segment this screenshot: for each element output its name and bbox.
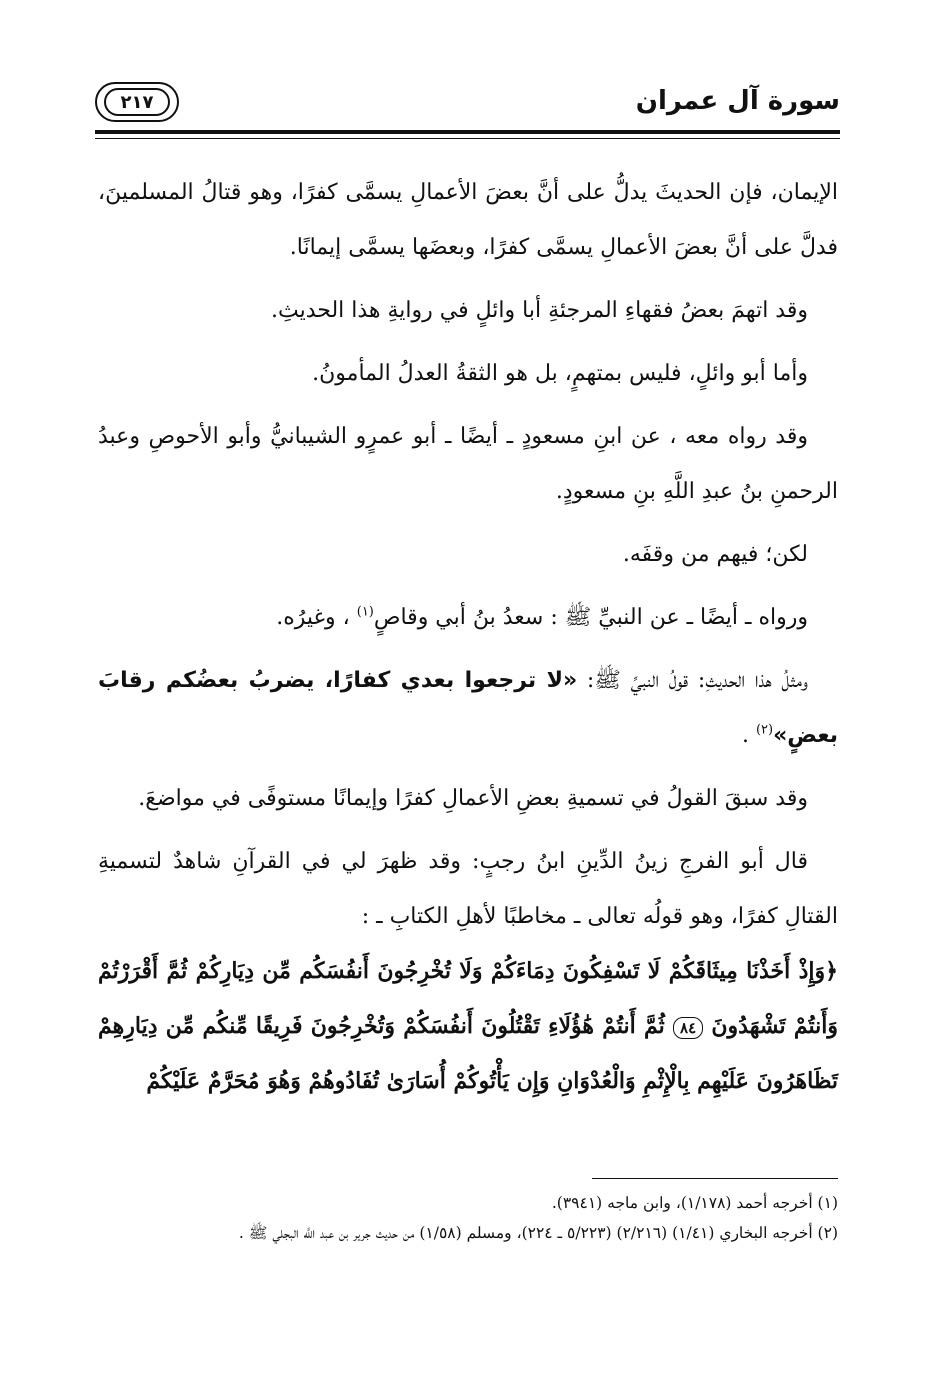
paragraph-2: وقد اتهمَ بعضُ فقهاءِ المرجئةِ أبا وائلٍ في روايةِ هذا الحديثِ. — [270, 298, 808, 323]
footnote-divider — [592, 1178, 838, 1179]
page-number-badge — [95, 82, 179, 122]
paragraph-4: وقد رواه معه ، عن ابنِ مسعودٍ ـ أيضًا ـ أبو عمرٍو الشيبانيُّ وأبو الأحوصِ وعبدُ الرحمنِ بنُ عبدِ اللَّهِ بنِ مسعودٍ. — [98, 424, 838, 504]
quran-verse — [98, 944, 838, 1109]
paragraph-1: الإيمان، فإن الحديثَ يدلُّ على أنَّ بعضَ الأعمالِ يسمَّى كفرًا، وهو قتالُ المسلمينَ، فدلَّ على أنَّ بعضَ الأعمالِ يسمَّى كفرًا، وبعضَها يسمَّى إيمانًا. — [98, 180, 838, 260]
paragraph-6 — [98, 590, 838, 645]
hadith-quote: «لا ترجعوا بعدي كفارًا، يضربُ بعضُكم رقابَ بعضٍ» — [98, 668, 838, 748]
paragraph-7-tail: . — [741, 723, 756, 748]
paragraph-6-text: ورواه ـ أيضًا ـ عن النبيِّ ﷺ : سعدُ بنُ أبي وقاصٍ — [373, 605, 808, 630]
paragraph-5: لكن؛ فيهم من وقفَه. — [622, 542, 808, 567]
surah-title: سورة آل عمران — [635, 86, 840, 116]
paragraph-9: قال أبو الفرجِ زينُ الدِّينِ ابنُ رجبٍ: وقد ظهرَ لي في القرآنِ شاهدٌ لتسميةِ القتالِ كفرًا، وهو قولُه تعالى ـ مخاطبًا لأهلِ الكتابِ ـ : — [98, 849, 838, 929]
page-number: ٢١٧ — [104, 88, 170, 116]
quran-verse-part-2: ثُمَّ أَنتُمْ هَٰؤُلَاءِ تَقْتُلُونَ أَنفُسَكُمْ وَتُخْرِجُونَ فَرِيقًا مِّنكُم مِّن دِيَارِهِمْ تَظَاهَرُونَ عَلَيْهِم بِالْإِثْمِ وَالْعُدْوَانِ وَإِن يَأْتُوكُمْ أُسَارَىٰ تُفَادُوهُمْ وَهُوَ مُحَرَّمٌ عَلَيْكُمْ — [98, 1013, 838, 1094]
ayah-number-84: ٨٤ — [673, 1017, 703, 1039]
footnote-marker-1[interactable]: (١) — [356, 604, 374, 620]
paragraph-3: وأما أبو وائلٍ، فليس بمتهمٍ، بل هو الثقةُ العدلُ المأمونُ. — [312, 361, 808, 386]
footnote-marker-2[interactable]: (٢) — [755, 722, 774, 738]
quran-verse-part-1: ﴿وَإِذْ أَخَذْنَا مِيثَاقَكُمْ لَا تَسْفِكُونَ دِمَاءَكُمْ وَلَا تُخْرِجُونَ أَنفُسَكُم مِّن دِيَارِكُمْ ثُمَّ أَقْرَرْتُمْ وَأَنتُمْ تَشْهَدُونَ — [98, 958, 838, 1039]
paragraph-8: وقد سبقَ القولُ في تسميةِ بعضِ الأعمالِ كفرًا وإيمانًا مستوفًى في مواضعَ. — [138, 786, 808, 811]
paragraph-7-text: ومثلُ هذا الحديثِ: قولُ النبيِّ ﷺ: — [577, 668, 808, 693]
footnotes — [98, 1188, 838, 1248]
footnote-2: (٢) أخرجه البخاري (١/٤١) (٢/٢١٦) (٥/٢٢٣ ـ ٢٢٤)، ومسلم (١/٥٨) من حديث جرير بن عبد اللَّه البجلي ﷺ . — [238, 1224, 838, 1242]
paragraph-7 — [98, 653, 838, 763]
footnote-1: (١) أخرجه أحمد (١/١٧٨)، وابن ماجه (٣٩٤١). — [551, 1194, 838, 1212]
main-text — [98, 165, 838, 1109]
paragraph-6-tail: ، وغيرُه. — [276, 605, 357, 630]
page-header — [95, 80, 840, 146]
header-rule-thick — [95, 130, 840, 134]
header-rule-thin — [95, 138, 840, 139]
